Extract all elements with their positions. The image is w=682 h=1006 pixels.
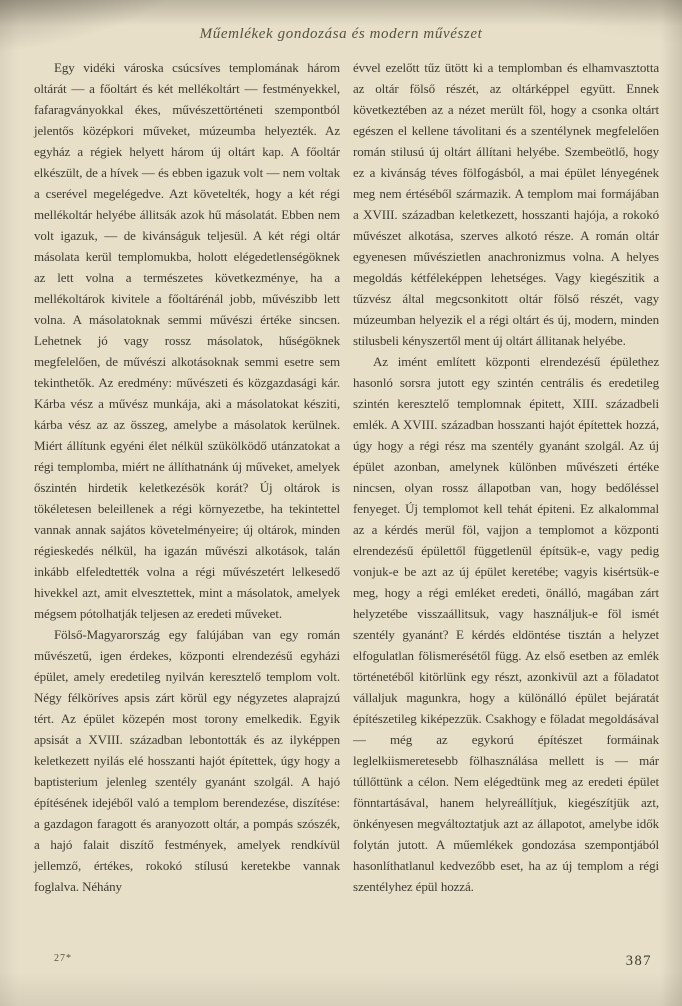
signature-mark: 27*	[54, 953, 72, 964]
paragraph-right-continuation: évvel ezelőtt tűz ütött ki a templomban és elhamvasztotta az oltár fölső részét, az oltárképpel együtt. Ennek következtében az a nézet merült föl, hogy a csonka oltárt egészen el kellene távolitani és a szentélynek megfelelően román stilusú új oltárt állítani helyébe. Szembeötlő, hogy ez a kivánság téves fölfogásból, a mai épület lényegének meg nem értéséből származik. A templom mai formájában a XVIII. században keletkezett, hosszanti hajója, a rokokó művészet alkotása, szerves alkotó része. A román oltár egyenesen művészietlen anachronizmus volna. A helyes megoldás kétféleképpen lehetséges. Vagy kiegészitik a tűzvész által megcsonkitott oltár fölső részét, vagy múzeumban helyezik el a régi oltárt és új, modern, minden stilusbeli kényszertől ment új oltárt állitanak helyébe.	[353, 60, 659, 348]
running-header-title: Műemlékek gondozása és modern művészet	[199, 26, 483, 42]
page-number: 387	[625, 953, 652, 969]
text-columns	[34, 57, 659, 897]
paragraph-left-2: Fölső-Magyarország egy falújában van egy román művészetű, igen érdekes, központi elrendezésű egyházi épület, amely eredetileg nyilván keresztelő templom volt. Négy félköríves apsis zárt körül egy négyzetes alaprajzú tért. Az épület közepén most torony emelkedik. Egyik apsisát a XVIII. században lebontották és az ilyképpen keletkezett nyilás elé hosszanti hajót építettek, úgy hogy a baptisterium jelenleg szentély gyanánt szolgál. A hajó építésének idejéből való a templom berendezése, diszítése: a gazdagon faragott és aranyozott oltár, a pompás szószék, a hajó falait diszítő festmények, amelyek rendkívül jellemző, értékes, rokokó stílusú keretekbe vannak foglalva. Néhány	[34, 627, 340, 894]
paragraph-right-2: Az imént említett központi elrendezésű épülethez hasonló sorsra jutott egy szintén centrális és eredetileg szintén keresztelő templomnak épitett, XIII. századbeli emlék. A XVIII. században hosszanti hajót építettek hozzá, úgy hogy a régi rész ma szentély gyanánt szolgál. Az új épület azonban, amelynek különben művészeti értéke nincsen, olyan rossz állapotban van, hogy bedőléssel fenyeget. Új templomot kell tehát épiteni. Ez alkalommal az a kérdés merül föl, vajjon a templomot a központi elrendezésű épülettől függetlenül építsük-e, vagy pedig vonjuk-e be azt az új épület keretébe; vagyis kisértsük-e meg, hogy a régi emléket eredeti, önálló, magában zárt helyzetébe visszaállitsuk, vagy használjuk-e föl ismét szentély gyanánt? E kérdés eldöntése tisztán a helyzet elfogulatlan fölismerésétől függ. Az első esetben az emlék történetéből kitörlünk egy részt, azonkivül azt a föladatot vállaljuk magunkra, hogy a különálló épület bejáratát építészetileg kiképezzük. Csakhogy e föladat megoldásával — még az egykorú építészet formáinak leglelkiismeretesebb fölhasználása mellett is — már túllőttünk a célon. Nem elégedtünk meg az eredeti épület fönntartásával, hanem helyreállítjuk, kiegészítjük azt, önkényesen megváltoztatjuk azt az állapotot, amelybe idők folytán jutott. A műemlékek gondozása szempontjából hasonlíthatlanul kedvezőbb eset, ha az új templom a régi szentélyhez épül hozzá.	[353, 354, 659, 894]
paragraph-left-1: Egy vidéki városka csúcsíves templomának három oltárát — a főoltárt és két mellékoltárt — festményekkel, fafaragványokkal ékes, művészettörténeti szempontból jelentős középkori műveket, múzeumba helyezték. Az egyház a régiek helyett három új oltárt kap. A főoltár elkészült, de a hívek — és ebben igazuk volt — nem voltak a cserével megelégedve. Azt követelték, hogy a két régi mellékoltár helyébe állitsák azok hű másolatát. Ebben nem volt igazuk, — de kivánságuk teljesül. A két régi oltár másolata kerül templomukba, holott elégedetlenségöknek az lett volna a természetes következménye, ha a mellékoltárok kivitele a főoltárénál jobb, művészibb lett volna. A másolatoknak semmi művészi értéke sincsen. Lehetnek jó vagy rossz másolatok, hűségöknek megfelelően, de művészi alkotásoknak semmi esetre sem tekinthetők. Az eredmény: művészeti és közgazdasági kár. Kárba vész a művész munkája, aki a másolatokat késziti, kárba vész az az összeg, amelybe a másolatok kerülnek. Miért állítunk egyéni élet nélkül szükölködő utánzatokat a régi templomba, miért ne állíthatnánk új műveket, amelyek őszintén hirdetik keletkezésök korát? Új oltárok is tökéletesen beleillenek a régi környezetbe, ha tekintettel vannak annak sajátos követelményeire; új oltárok, minden régieskedés nélkül, ha igazán művészi alkotások, talán inkább elfeledtették volna a régi művészetért lelkesedő hivekkel azt, amit elvesztettek, mint a másolatok, amelyek mégsem pótolhatják teljesen az eredeti műveket.	[34, 60, 340, 621]
left-column	[34, 57, 340, 897]
right-column	[353, 57, 659, 897]
